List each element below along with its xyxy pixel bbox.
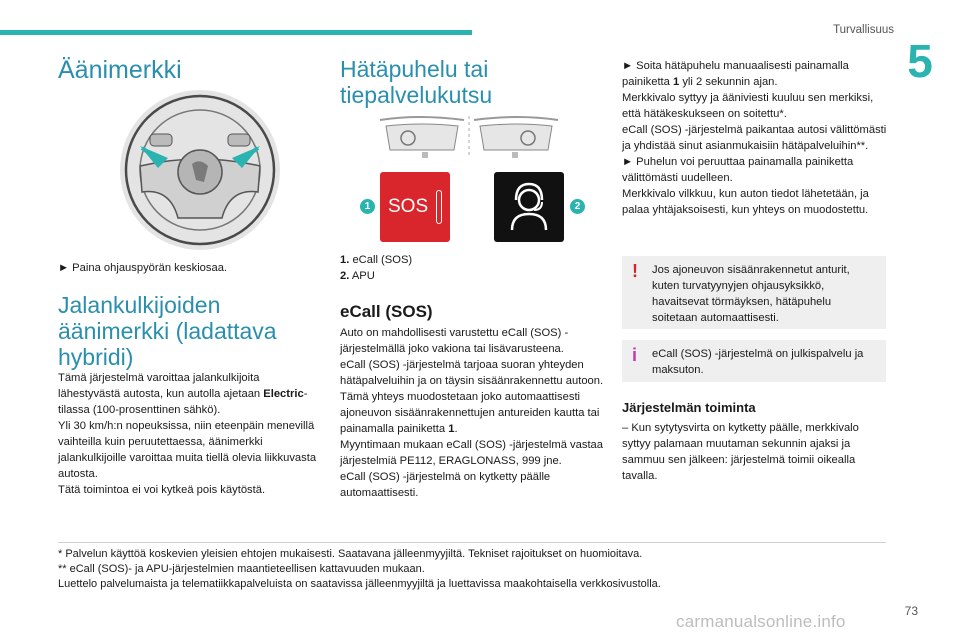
right-text-4: ► Puhelun voi peruuttaa painamalla painiketta välittömästi uudelleen. — [622, 156, 854, 184]
right-text-2: Merkkivalo syttyy ja ääniviesti kuuluu sen merkiksi, että hätäkeskukseen on soitettu*. — [622, 92, 874, 120]
footnote: Luettelo palvelumaista ja telematiikkapalveluista on saatavissa jälleenmyyjiltä ja luettavissa maakohtaisella verkkosivustolla. — [58, 578, 661, 590]
sos-label: SOS — [388, 196, 429, 217]
instruction-paina: ► Paina ohjauspyörän keskiosaa. — [58, 262, 228, 274]
paragraph-jarjestelman-toiminta: – Kun sytytysvirta on kytketty päälle, merkkivalo syttyy palamaan muutaman sekunnin ajaksi ja sammuu sen jälkeen: järjestelmä toimii oikealla tavalla. — [622, 422, 859, 482]
list-item — [340, 268, 600, 284]
right-text-1b: 1 — [673, 76, 680, 88]
callout-badge-1: 1 — [360, 199, 375, 214]
footnote: ** eCall (SOS)- ja APU-järjestelmien maantieteellisen kattavuuden mukaan. — [58, 563, 425, 575]
jalan-text-4: Tätä toimintoa ei voi kytkeä pois käytöstä. — [58, 484, 266, 496]
apu-button[interactable] — [494, 172, 564, 242]
sos-button[interactable] — [380, 172, 450, 242]
list-item — [340, 252, 600, 268]
info-note — [622, 340, 886, 382]
warning-note — [622, 256, 886, 329]
chapter-number: 5 — [907, 35, 933, 87]
heading-ecall: eCall (SOS) — [340, 302, 433, 321]
jalan-text-3: Yli 30 km/h:n nopeuksissa, niin eteenpäin menevillä vaihteilla kuin peruutettaessa, äänimerkki jalankulkijoille varoittaa muita tiellä olevia liikkuvasta autosta. — [58, 420, 317, 480]
warning-note-text: Jos ajoneuvon sisäänrakennetut anturit, kuten turvatyynyjen ohjausyksikkö, havaitsevat törmäyksen, hätäpuhelu soitetaan automaattisesti. — [652, 264, 850, 324]
ecall-text-2b: 1 — [448, 423, 455, 435]
right-text-5: Merkkivalo vilkkuu, kun auton tiedot lähetetään, ja palaa yhtäjaksoisesti, kun yhteys on muodostettu. — [622, 188, 869, 216]
paragraph-manual-call — [622, 58, 887, 218]
heading-hatapuhelu: Hätäpuhelu tai tiepalvelukutsu — [340, 56, 493, 108]
info-note-text: eCall (SOS) -järjestelmä on julkispalvelu ja maksuton. — [652, 348, 864, 376]
heading-jalankulkijoiden: Jalankulkijoiden äänimerkki (ladattava hybridi) — [58, 292, 277, 370]
info-icon: i — [632, 345, 638, 365]
section-header: Turvallisuus — [833, 24, 894, 36]
sos-indicator-light — [436, 190, 442, 224]
ecall-text-2a: eCall (SOS) -järjestelmä tarjoaa suoran yhteyden hätäpalveluihin ja on täysin sisäänrakennettu autoon. Tämä yhteys muodostetaan joko automaattisesti ajoneuvon sisäänrakennettujen antureiden kautta tai painamalla painiketta — [340, 359, 604, 435]
heading-jarjestelman-toiminta: Järjestelmän toiminta — [622, 400, 756, 415]
jalan-text-2: -tilassa (100-prosenttinen sähkö). — [58, 388, 308, 416]
warning-icon: ! — [632, 261, 638, 281]
footnotes — [58, 547, 898, 592]
page-number: 73 — [904, 604, 918, 618]
right-text-1a: ► Soita hätäpuhelu manuaalisesti painamalla painiketta — [622, 60, 849, 88]
steering-wheel-illustration — [112, 88, 288, 250]
headset-operator-icon — [494, 172, 564, 242]
paragraph-jalankulkijoiden — [58, 370, 324, 498]
paragraph-ecall — [340, 325, 610, 501]
ecall-text-4: eCall (SOS) -järjestelmä on kytketty päälle automaattisesti. — [340, 471, 551, 499]
ecall-text-3: Myyntimaan mukaan eCall (SOS) -järjestelmä vastaa järjestelmiä PE112, ERAGLONASS, 999 jne. — [340, 439, 603, 467]
jalan-text-1: Tämä järjestelmä varoittaa jalankulkijoita lähestyvästä autosta, kun autolla ajetaan — [58, 372, 264, 400]
right-text-3: eCall (SOS) -järjestelmä paikantaa autosi välittömästi ja yhdistää sinut asianmukaisiin hätäpalveluihin**. — [622, 124, 887, 152]
ceiling-console-illustration — [378, 112, 560, 160]
ecall-text-2c: . — [454, 423, 458, 435]
footnote-divider — [58, 542, 886, 543]
list-item-text: APU — [351, 270, 375, 282]
footnote: * Palvelun käyttöä koskevien yleisien ehtojen mukaisesti. Saatavana jälleenmyyjiltä. Tekniset rajoitukset on huomioitava. — [58, 548, 643, 560]
callout-badge-2: 2 — [570, 199, 585, 214]
list-item-number: 2. — [340, 270, 350, 282]
list-item-text: eCall (SOS) — [352, 254, 413, 266]
ecall-text-1: Auto on mahdollisesti varustettu eCall (SOS) -järjestelmällä joko vakiona tai lisävarusteena. — [340, 327, 569, 355]
heading-aanimerkki: Äänimerkki — [58, 56, 182, 84]
list-item-number: 1. — [340, 254, 350, 266]
watermark: carmanualsonline.info — [676, 612, 846, 631]
jalan-electric: Electric — [263, 388, 304, 400]
button-legend-list — [340, 252, 600, 284]
top-accent-bar — [0, 30, 472, 35]
right-text-1c: yli 2 sekunnin ajan. — [679, 76, 778, 88]
